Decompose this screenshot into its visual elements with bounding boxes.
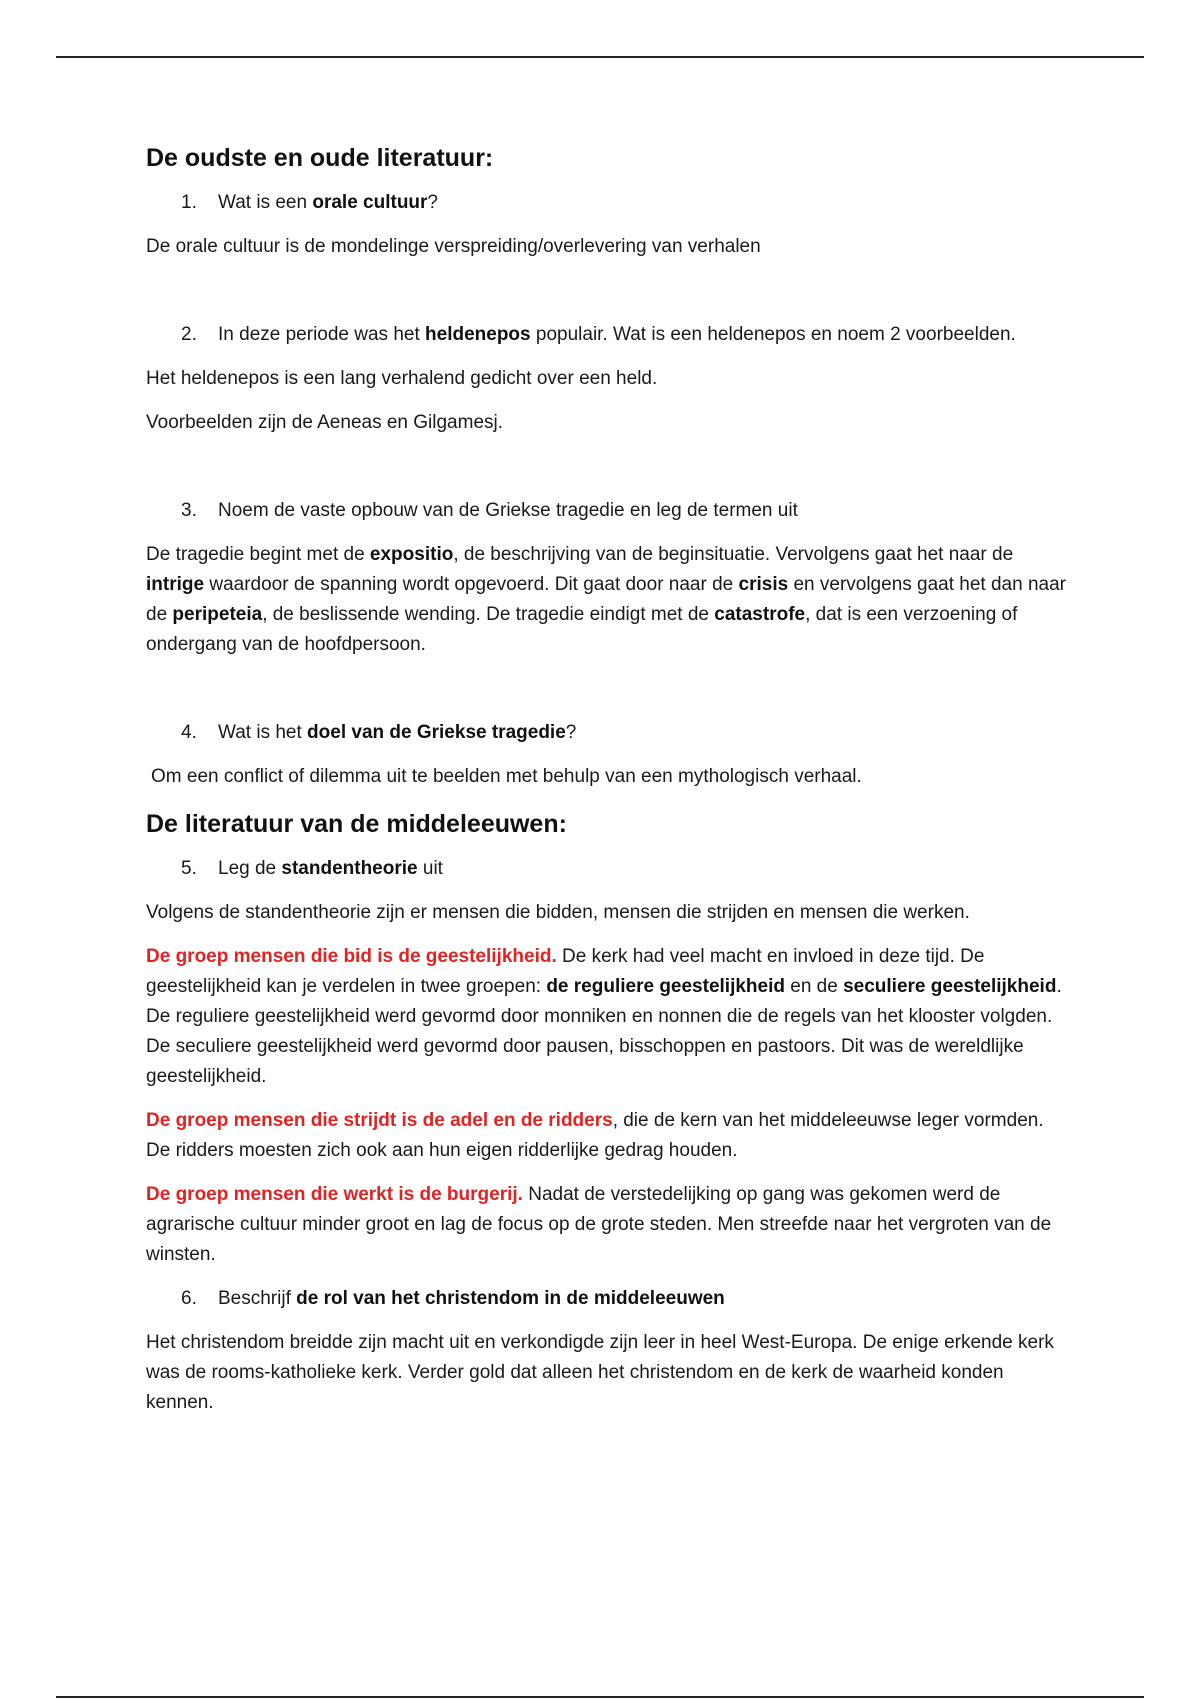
question-4: 4. Wat is het doel van de Griekse tragedie? [146, 718, 1066, 748]
answer-4: Om een conflict of dilemma uit te beelden met behulp van een mythologisch verhaal. [151, 766, 862, 787]
question-3: 3. Noem de vaste opbouw van de Griekse tragedie en leg de termen uit [146, 496, 1066, 526]
question-number: 3. [181, 500, 197, 521]
question-number: 1. [181, 192, 197, 213]
question-number: 6. [181, 1288, 197, 1309]
header-rule [56, 56, 1144, 58]
question-number: 4. [181, 722, 197, 743]
question-number: 5. [181, 858, 197, 879]
document-body [146, 140, 1066, 1432]
question-6: 6. Beschrijf de rol van het christendom in de middeleeuwen [146, 1284, 1066, 1314]
question-5: 5. Leg de standentheorie uit [146, 854, 1066, 884]
section-heading-middeleeuwen: De literatuur van de middeleeuwen: [146, 810, 567, 838]
section-heading-oude-literatuur: De oudste en oude literatuur: [146, 144, 494, 172]
answer-2-examples: Voorbeelden zijn de Aeneas en Gilgamesj. [146, 412, 504, 433]
question-number: 2. [181, 324, 197, 345]
answer-2-definition: Het heldenepos is een lang verhalend gedicht over een held. [146, 368, 658, 389]
answer-5-burgerij: De groep mensen die werkt is de burgerij. Nadat de verstedelijking op gang was gekomen werd de agrarische cultuur minder groot en lag de focus op de grote steden. Men streefde naar het vergroten van de winsten. [146, 1184, 1052, 1265]
question-2: 2. In deze periode was het heldenepos populair. Wat is een heldenepos en noem 2 voorbeelden. [146, 320, 1066, 350]
answer-5-geestelijkheid: De groep mensen die bid is de geestelijkheid. De kerk had veel macht en invloed in deze tijd. De geestelijkheid kan je verdelen in twee groepen: de reguliere geestelijkheid en de seculiere geestelijkheid. De reguliere geestelijkheid werd gevormd door monniken en nonnen die de regels van het klooster volgden. De seculiere geestelijkheid werd gevormd door pausen, bisschoppen en pastoors. Dit was de wereldlijke geestelijkheid. [146, 946, 1062, 1087]
footer-rule [56, 1696, 1144, 1698]
answer-5-adel: De groep mensen die strijdt is de adel en de ridders, die de kern van het middeleeuwse leger vormden. De ridders moesten zich ook aan hun eigen ridderlijke gedrag houden. [146, 1110, 1044, 1161]
answer-6: Het christendom breidde zijn macht uit en verkondigde zijn leer in heel West-Europa. De enige erkende kerk was de rooms-katholieke kerk. Verder gold dat alleen het christendom en de kerk de waarheid konden kennen. [146, 1332, 1054, 1413]
question-1: 1. Wat is een orale cultuur? [146, 188, 1066, 218]
answer-1: De orale cultuur is de mondelinge verspreiding/overlevering van verhalen [146, 236, 761, 257]
answer-3: De tragedie begint met de expositio, de beschrijving van de beginsituatie. Vervolgens gaat het naar de intrige waardoor de spanning wordt opgevoerd. Dit gaat door naar de crisis en vervolgens gaat het dan naar de peripeteia, de beslissende wending. De tragedie eindigt met de catastrofe, dat is een verzoening of ondergang van de hoofdpersoon. [146, 544, 1066, 655]
answer-5-intro: Volgens de standentheorie zijn er mensen die bidden, mensen die strijden en mensen die werken. [146, 902, 970, 923]
